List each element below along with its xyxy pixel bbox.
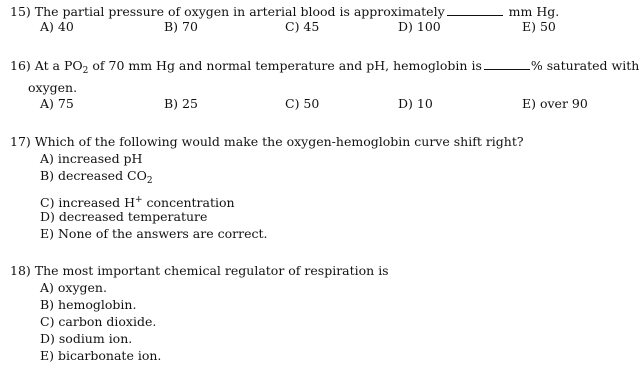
question-16-option-e: E) over 90 (522, 96, 588, 111)
superscript-plus: + (134, 195, 143, 205)
question-16-stem-start: 16) At a PO (10, 58, 83, 73)
question-18-option-c: C) carbon dioxide. (40, 314, 157, 329)
question-18-stem: 18) The most important chemical regulator of respiration is (10, 263, 389, 278)
question-17-option-e: E) None of the answers are correct. (40, 226, 268, 241)
question-15-stem-unit: mm Hg. (508, 4, 560, 19)
question-15-option-c: C) 45 (285, 19, 320, 34)
question-16-stem (10, 57, 639, 79)
question-17-option-a: A) increased pH (40, 151, 143, 166)
question-18-option-a: A) oxygen. (40, 280, 107, 295)
subscript-2: 2 (82, 66, 89, 76)
question-18-option-e: E) bicarbonate ion. (40, 348, 162, 363)
subscript-2: 2 (146, 176, 153, 186)
question-16-stem-line2: oxygen. (28, 80, 78, 95)
question-16-stem-middle: of 70 mm Hg and normal temperature and pH, hemoglobin is (88, 58, 482, 73)
answer-blank (484, 57, 530, 70)
question-15-option-d: D) 100 (398, 19, 441, 34)
question-15-stem (10, 3, 559, 20)
answer-blank (447, 3, 503, 16)
question-18-option-b: B) hemoglobin. (40, 297, 137, 312)
question-15-stem-text: 15) The partial pressure of oxygen in arterial blood is approximately (10, 4, 445, 19)
question-15-option-e: E) 50 (522, 19, 556, 34)
question-15-option-a: A) 40 (40, 19, 74, 34)
question-17-option-b (40, 168, 153, 189)
question-16-option-c: C) 50 (285, 96, 320, 111)
question-15-option-b: B) 70 (164, 19, 198, 34)
question-17-option-d: D) decreased temperature (40, 209, 208, 224)
question-16-option-d: D) 10 (398, 96, 433, 111)
question-17-stem: 17) Which of the following would make the oxygen-hemoglobin curve shift right? (10, 134, 524, 149)
question-17-option-b-text: B) decreased CO (40, 168, 147, 183)
question-17-option-c-text: C) increased H (40, 195, 135, 210)
question-16-stem-after: % saturated with (530, 58, 639, 73)
question-16-option-b: B) 25 (164, 96, 198, 111)
question-18-option-d: D) sodium ion. (40, 331, 133, 346)
question-17-option-c-after: concentration (142, 195, 235, 210)
question-16-option-a: A) 75 (40, 96, 74, 111)
